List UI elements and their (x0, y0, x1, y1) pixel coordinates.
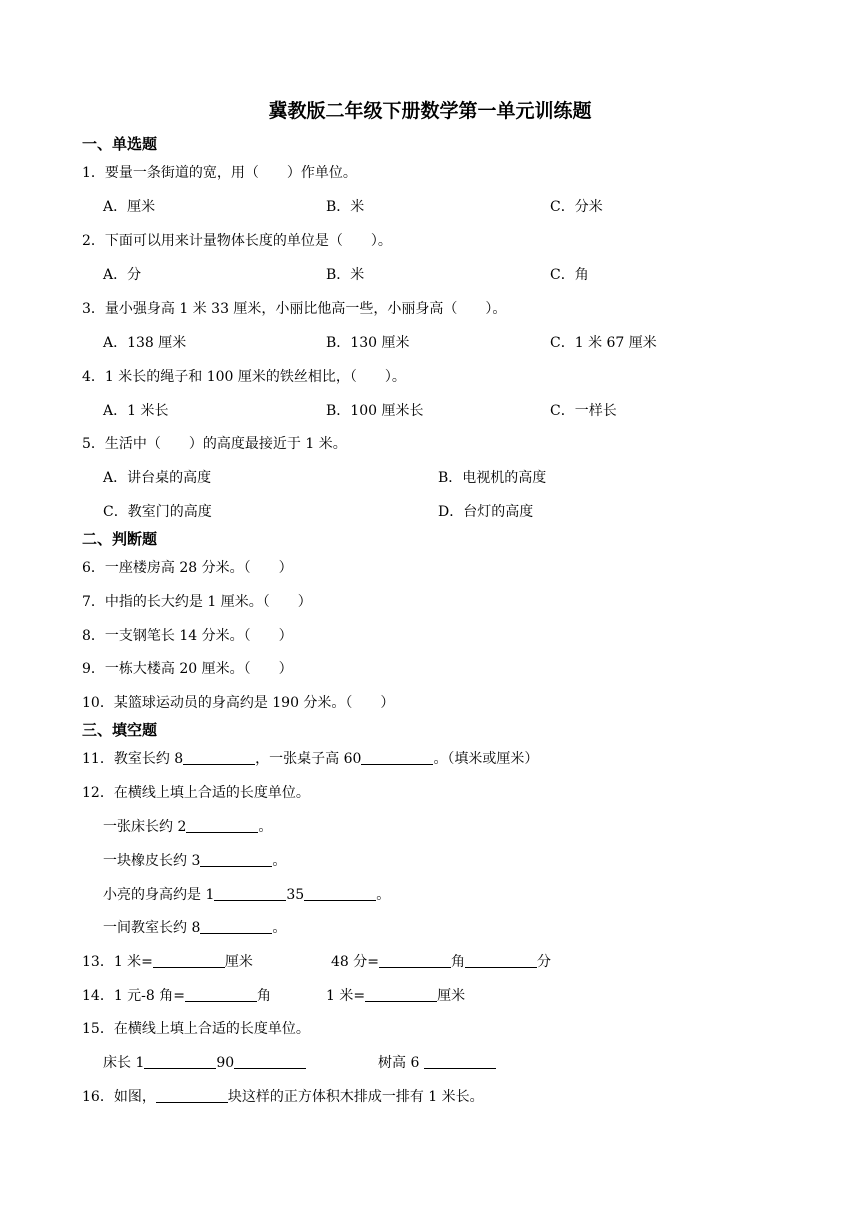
question-13-part-2 (331, 951, 551, 971)
answer-blank[interactable] (156, 1088, 228, 1103)
q12-line-3-text: 小亮的身高约是 1 (103, 887, 215, 903)
answer-blank[interactable] (200, 919, 272, 934)
question-14 (82, 985, 271, 1005)
q12-line-3-end: 。 (376, 887, 391, 903)
question-12: 12．在横线上填上合适的长度单位。 (82, 785, 310, 801)
answer-blank[interactable] (365, 987, 437, 1002)
q15-line-2 (378, 1052, 496, 1072)
answer-blank[interactable] (304, 886, 376, 901)
q13-text-5: 分 (537, 954, 551, 970)
q13-text-4: 角 (451, 954, 465, 970)
q13-text-3: 48 分= (331, 954, 379, 970)
answer-blank[interactable] (214, 886, 286, 901)
q12-line-1-end: 。 (258, 819, 273, 835)
section-heading-true-false: 二、判断题 (82, 530, 158, 548)
q14-text-1: 14．1 元-8 角= (82, 988, 185, 1004)
q11-text-2: ，一张桌子高 60 (255, 751, 362, 767)
answer-blank[interactable] (153, 953, 225, 968)
answer-blank[interactable] (183, 750, 255, 765)
q16-text-1: 16．如图， (82, 1089, 156, 1105)
q11-text-1: 11．教室长约 8 (82, 751, 184, 767)
q1-option-b: B．米 (326, 199, 365, 215)
page-title: 冀教版二年级下册数学第一单元训练题 (268, 100, 592, 122)
q12-line-2 (103, 850, 286, 870)
q15-text-3: 树高 6 (378, 1055, 424, 1071)
question-13 (82, 951, 253, 971)
answer-blank[interactable] (186, 818, 258, 833)
q15-text-2: 90 (216, 1055, 235, 1071)
q2-option-b: B．米 (326, 267, 365, 283)
q14-text-2: 角 (257, 988, 271, 1004)
q12-line-3 (103, 884, 390, 904)
q14-text-3: 1 米= (326, 988, 366, 1004)
q11-text-3: 。（填米或厘米） (433, 751, 539, 767)
q5-option-a: A．讲台桌的高度 (103, 470, 212, 486)
q4-option-c: C．一样长 (550, 403, 617, 419)
question-9: 9．一栋大楼高 20 厘米。（ ） (82, 661, 293, 677)
q5-option-d: D．台灯的高度 (438, 504, 534, 520)
answer-blank[interactable] (144, 1054, 216, 1069)
q13-text-2: 厘米 (224, 954, 253, 970)
question-10: 10．某篮球运动员的身高约是 190 分米。（ ） (82, 695, 395, 711)
q4-option-b: B．100 厘米长 (326, 403, 424, 419)
q12-line-2-text: 一块橡皮长约 3 (103, 853, 201, 869)
q12-line-1 (103, 816, 272, 836)
q3-option-a: A．138 厘米 (103, 335, 187, 351)
question-2: 2．下面可以用来计量物体长度的单位是（ ）。 (82, 233, 392, 249)
q3-option-b: B．130 厘米 (326, 335, 410, 351)
question-16 (82, 1086, 484, 1106)
q2-option-a: A．分 (103, 267, 142, 283)
q4-option-a: A．1 米长 (103, 403, 169, 419)
q12-line-4-text: 一间教室长约 8 (103, 920, 201, 936)
q5-option-b: B．电视机的高度 (438, 470, 547, 486)
question-5: 5．生活中（ ）的高度最接近于 1 米。 (82, 436, 347, 452)
answer-blank[interactable] (379, 953, 451, 968)
answer-blank[interactable] (234, 1054, 306, 1069)
q12-line-4-end: 。 (272, 920, 287, 936)
q12-line-4 (103, 917, 286, 937)
answer-blank[interactable] (424, 1054, 496, 1069)
question-6: 6．一座楼房高 28 分米。（ ） (82, 560, 293, 576)
q12-line-3-text-2: 35 (286, 887, 305, 903)
question-15: 15．在横线上填上合适的长度单位。 (82, 1021, 310, 1037)
answer-blank[interactable] (361, 750, 433, 765)
q1-option-a: A．厘米 (103, 199, 156, 215)
question-4: 4．1 米长的绳子和 100 厘米的铁丝相比，（ ）。 (82, 369, 406, 385)
q15-text-1: 床长 1 (103, 1055, 145, 1071)
q14-text-4: 厘米 (437, 988, 466, 1004)
question-7: 7．中指的长大约是 1 厘米。（ ） (82, 594, 312, 610)
answer-blank[interactable] (200, 852, 272, 867)
answer-blank[interactable] (465, 953, 537, 968)
q13-text-1: 13．1 米= (82, 954, 153, 970)
q12-line-1-text: 一张床长约 2 (103, 819, 187, 835)
q5-option-c: C．教室门的高度 (103, 504, 212, 520)
q12-line-2-end: 。 (272, 853, 287, 869)
question-14-part-2 (326, 985, 465, 1005)
question-11 (82, 748, 538, 768)
question-1: 1．要量一条街道的宽，用（ ）作单位。 (82, 165, 357, 181)
q2-option-c: C．角 (550, 267, 589, 283)
question-8: 8．一支钢笔长 14 分米。（ ） (82, 628, 293, 644)
question-3: 3．量小强身高 1 米 33 厘米，小丽比他高一些，小丽身高（ ）。 (82, 301, 507, 317)
section-heading-single-choice: 一、单选题 (82, 135, 158, 153)
q15-line-1 (103, 1052, 306, 1072)
section-heading-fill-in: 三、填空题 (82, 721, 158, 739)
q1-option-c: C．分米 (550, 199, 603, 215)
answer-blank[interactable] (185, 987, 257, 1002)
q16-text-2: 块这样的正方体积木排成一排有 1 米长。 (227, 1089, 484, 1105)
q3-option-c: C．1 米 67 厘米 (550, 335, 657, 351)
